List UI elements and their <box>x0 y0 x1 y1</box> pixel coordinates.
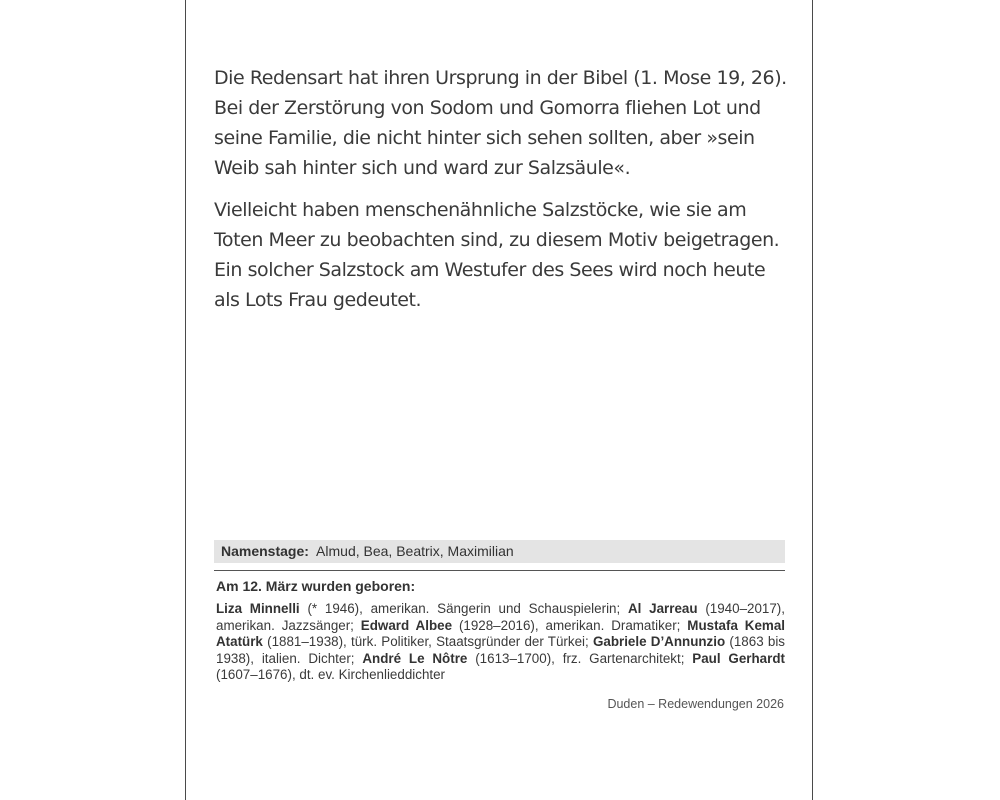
person-details: (* 1946), amerikan. Sängerin und Schauspielerin; <box>307 601 628 616</box>
person-details: (1940–2017), amerikan. Jazzsänger; <box>216 601 785 633</box>
paragraph-origin: Die Redensart hat ihren Ursprung in der Bibel (1. Mose 19, 26). Bei der Zerstörung von Sodom und Gomorra fliehen Lot und seine Familie, die nicht hinter sich sehen sollten, aber »sein Weib sah hinter sich und ward zur Salzsäule«. <box>214 67 787 179</box>
birthdays-heading: Am 12. März wurden geboren: <box>216 578 416 594</box>
birthday-entry <box>361 618 688 633</box>
person-details: (1928–2016), amerikan. Dramatiker; <box>458 617 688 633</box>
person-details: (1881–1938), türk. Politiker, Staatsgründer der Türkei; <box>267 634 593 650</box>
person-name: Paul Gerhardt <box>692 650 785 666</box>
person-details: (1613–1700), frz. Gartenarchitekt; <box>475 650 693 666</box>
birthday-entry <box>216 601 628 616</box>
divider <box>214 570 785 571</box>
publisher-footer: Duden – Redewendungen 2026 <box>607 697 784 711</box>
person-name: Al Jarreau <box>627 601 698 616</box>
person-name: Mustafa Kemal Atatürk <box>216 617 785 650</box>
birthdays-list <box>216 601 785 684</box>
name-days-value: Almud, Bea, Beatrix, Maximilian <box>316 543 514 559</box>
name-days-bar <box>214 540 785 563</box>
person-name: Liza Minnelli <box>216 601 300 616</box>
person-name: Edward Albee <box>360 617 453 633</box>
person-details: (1607–1676), dt. ev. Kirchenlieddichter <box>216 667 446 683</box>
person-details: (1863 bis 1938), italien. Dichter; <box>216 634 785 666</box>
person-name: Gabriele D’Annunzio <box>592 634 726 650</box>
name-days-label: Namenstage: <box>221 543 309 559</box>
paragraph-salt-formation: Vielleicht haben menschenähnliche Salzstöcke, wie sie am Toten Meer zu beobachten sind, zu diesem Motiv beigetragen. Ein solcher Salzstock am Westufer des Sees wird noch heute als Lots Frau gedeutet. <box>214 199 780 311</box>
calendar-page <box>185 0 813 800</box>
person-name: André Le Nôtre <box>362 650 468 666</box>
birthday-entry <box>362 651 692 666</box>
main-text <box>214 63 789 327</box>
